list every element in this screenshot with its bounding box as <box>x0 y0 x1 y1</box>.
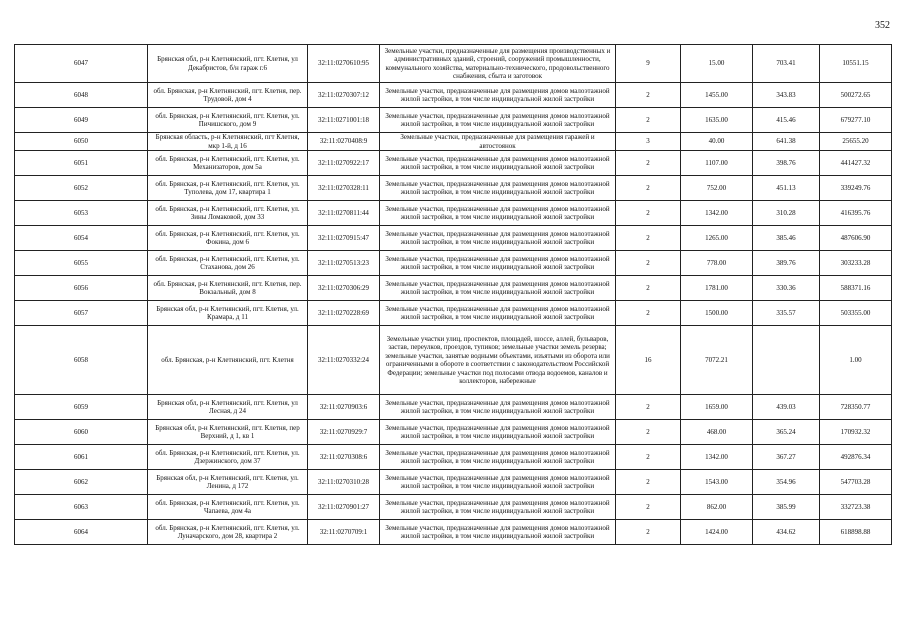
address-cell: Брянская обл, р-н Клетнянский, пгт. Клетня, ул Декабристов, б/н гараж г.6 <box>148 45 308 83</box>
rate-cell: 398.76 <box>753 151 820 176</box>
address-cell: Брянская обл, р-н Клетнянский, пгт. Клетня, ул Лесная, д 24 <box>148 395 308 420</box>
area-cell: 1424.00 <box>681 520 753 545</box>
table-row <box>15 326 892 395</box>
land-use-cell: Земельные участки, предназначенные для размещения домов малоэтажной жилой застройки, в том числе индивидуальной жилой застройки <box>380 83 616 108</box>
cadastral-number-cell: 32:11:0270228:69 <box>308 301 380 326</box>
group-cell: 9 <box>616 45 681 83</box>
row-number-cell: 6049 <box>15 108 148 133</box>
area-cell: 1659.00 <box>681 395 753 420</box>
address-cell: Брянская обл, р-н Клетнянский, пгт. Клетня, ул. Ленина, д 172 <box>148 470 308 495</box>
row-number-cell: 6062 <box>15 470 148 495</box>
row-number-cell: 6054 <box>15 226 148 251</box>
group-cell: 2 <box>616 251 681 276</box>
area-cell: 468.00 <box>681 420 753 445</box>
table-row <box>15 251 892 276</box>
row-number-cell: 6060 <box>15 420 148 445</box>
area-cell: 1342.00 <box>681 201 753 226</box>
rate-cell: 641.38 <box>753 133 820 151</box>
rate-cell: 415.46 <box>753 108 820 133</box>
cadastral-number-cell: 32:11:0270513:23 <box>308 251 380 276</box>
group-cell: 2 <box>616 301 681 326</box>
group-cell: 16 <box>616 326 681 395</box>
row-number-cell: 6051 <box>15 151 148 176</box>
rate-cell <box>753 326 820 395</box>
land-use-cell: Земельные участки, предназначенные для размещения домов малоэтажной жилой застройки, в том числе индивидуальной жилой застройки <box>380 495 616 520</box>
group-cell: 2 <box>616 176 681 201</box>
land-use-cell: Земельные участки, предназначенные для размещения домов малоэтажной жилой застройки, в том числе индивидуальной жилой застройки <box>380 251 616 276</box>
area-cell: 15.00 <box>681 45 753 83</box>
cadastral-value-cell: 618898.88 <box>820 520 892 545</box>
table-row <box>15 151 892 176</box>
address-cell: обл. Брянская, р-н Клетнянский, пгт. Клетня, ул. Механизаторов, дом 5а <box>148 151 308 176</box>
row-number-cell: 6048 <box>15 83 148 108</box>
rate-cell: 385.99 <box>753 495 820 520</box>
group-cell: 2 <box>616 520 681 545</box>
group-cell: 2 <box>616 276 681 301</box>
group-cell: 3 <box>616 133 681 151</box>
land-use-cell: Земельные участки, предназначенные для размещения домов малоэтажной жилой застройки, в том числе индивидуальной жилой застройки <box>380 470 616 495</box>
cadastral-number-cell: 32:11:0271001:18 <box>308 108 380 133</box>
cadastral-number-cell: 32:11:0270308:6 <box>308 445 380 470</box>
table-row <box>15 176 892 201</box>
cadastral-number-cell: 32:11:0270610:95 <box>308 45 380 83</box>
row-number-cell: 6053 <box>15 201 148 226</box>
land-use-cell: Земельные участки, предназначенные для размещения домов малоэтажной жилой застройки, в том числе индивидуальной жилой застройки <box>380 108 616 133</box>
land-use-cell: Земельные участки, предназначенные для размещения гаражей и автостоянок <box>380 133 616 151</box>
cadastral-number-cell: 32:11:0270307:12 <box>308 83 380 108</box>
address-cell: Брянская обл, р-н Клетнянский, пгт. Клетня, ул. Крамара, д 11 <box>148 301 308 326</box>
cadastral-value-cell: 339249.76 <box>820 176 892 201</box>
row-number-cell: 6050 <box>15 133 148 151</box>
cadastral-number-cell: 32:11:0270811:44 <box>308 201 380 226</box>
address-cell: обл. Брянская, р-н Клетнянский, пгт. Клетня, ул. Стаханова, дом 26 <box>148 251 308 276</box>
table-row <box>15 301 892 326</box>
row-number-cell: 6063 <box>15 495 148 520</box>
rate-cell: 439.03 <box>753 395 820 420</box>
address-cell: обл. Брянская, р-н Клетнянский, пгт. Клетня, ул. Зины Ломаковой, дом 33 <box>148 201 308 226</box>
area-cell: 1455.00 <box>681 83 753 108</box>
rate-cell: 330.36 <box>753 276 820 301</box>
rate-cell: 703.41 <box>753 45 820 83</box>
address-cell: обл. Брянская, р-н Клетнянский, пгт. Клетня, пер. Вокзальный, дом 8 <box>148 276 308 301</box>
cadastral-value-cell: 170932.32 <box>820 420 892 445</box>
cadastral-value-cell: 547703.28 <box>820 470 892 495</box>
cadastral-number-cell: 32:11:0270915:47 <box>308 226 380 251</box>
table-row <box>15 201 892 226</box>
address-cell: обл. Брянская, р-н Клетнянский, пгт. Клетня, ул. Фокина, дом 6 <box>148 226 308 251</box>
group-cell: 2 <box>616 108 681 133</box>
row-number-cell: 6055 <box>15 251 148 276</box>
address-cell: обл. Брянская, р-н Клетнянский, пгт. Клетня, пер. Трудовой, дом 4 <box>148 83 308 108</box>
address-cell: обл. Брянская, р-н Клетнянский, пгт. Клетня, ул. Дзержинского, дом 37 <box>148 445 308 470</box>
cadastral-value-cell: 487606.90 <box>820 226 892 251</box>
rate-cell: 434.62 <box>753 520 820 545</box>
row-number-cell: 6052 <box>15 176 148 201</box>
land-use-cell: Земельные участки, предназначенные для размещения домов малоэтажной жилой застройки, в том числе индивидуальной жилой застройки <box>380 395 616 420</box>
address-cell: обл. Брянская, р-н Клетнянский, пгт. Клетня <box>148 326 308 395</box>
area-cell: 778.00 <box>681 251 753 276</box>
table-row <box>15 520 892 545</box>
area-cell: 7072.21 <box>681 326 753 395</box>
address-cell: Брянская обл, р-н Клетнянский, пгт. Клетня, пер Верхний, д 1, кв 1 <box>148 420 308 445</box>
cadastral-number-cell: 32:11:0270929:7 <box>308 420 380 445</box>
land-use-cell: Земельные участки, предназначенные для размещения домов малоэтажной жилой застройки, в том числе индивидуальной жилой застройки <box>380 276 616 301</box>
table-row <box>15 276 892 301</box>
address-cell: обл. Брянская, р-н Клетнянский, пгт. Клетня, ул. Туполева, дом 17, квартира 1 <box>148 176 308 201</box>
rate-cell: 385.46 <box>753 226 820 251</box>
rate-cell: 310.28 <box>753 201 820 226</box>
area-cell: 1543.00 <box>681 470 753 495</box>
rate-cell: 354.96 <box>753 470 820 495</box>
address-cell: Брянская область, р-н Клетнянский, пгт Клетня, мкр 1-й, д 16 <box>148 133 308 151</box>
group-cell: 2 <box>616 226 681 251</box>
table-row <box>15 470 892 495</box>
cadastral-number-cell: 32:11:0270709:1 <box>308 520 380 545</box>
group-cell: 2 <box>616 151 681 176</box>
area-cell: 1265.00 <box>681 226 753 251</box>
rate-cell: 365.24 <box>753 420 820 445</box>
table-body <box>15 45 892 545</box>
area-cell: 752.00 <box>681 176 753 201</box>
rate-cell: 367.27 <box>753 445 820 470</box>
group-cell: 2 <box>616 495 681 520</box>
row-number-cell: 6059 <box>15 395 148 420</box>
area-cell: 1500.00 <box>681 301 753 326</box>
address-cell: обл. Брянская, р-н Клетнянский, пгт. Клетня, ул. Чапаева, дом 4а <box>148 495 308 520</box>
cadastral-value-cell: 441427.32 <box>820 151 892 176</box>
area-cell: 1781.00 <box>681 276 753 301</box>
cadastral-number-cell: 32:11:0270903:6 <box>308 395 380 420</box>
row-number-cell: 6057 <box>15 301 148 326</box>
cadastral-value-cell: 416395.76 <box>820 201 892 226</box>
area-cell: 1342.00 <box>681 445 753 470</box>
cadastral-number-cell: 32:11:0270310:28 <box>308 470 380 495</box>
cadastral-value-cell: 679277.10 <box>820 108 892 133</box>
row-number-cell: 6058 <box>15 326 148 395</box>
cadastral-value-cell: 728350.77 <box>820 395 892 420</box>
rate-cell: 451.13 <box>753 176 820 201</box>
cadastral-value-cell: 503355.00 <box>820 301 892 326</box>
land-use-cell: Земельные участки, предназначенные для размещения домов малоэтажной жилой застройки, в том числе индивидуальной жилой застройки <box>380 420 616 445</box>
cadastral-value-cell: 303233.28 <box>820 251 892 276</box>
cadastral-value-table <box>14 44 892 545</box>
table-row <box>15 133 892 151</box>
cadastral-number-cell: 32:11:0270922:17 <box>308 151 380 176</box>
cadastral-value-cell: 588371.16 <box>820 276 892 301</box>
row-number-cell: 6061 <box>15 445 148 470</box>
table-row <box>15 420 892 445</box>
area-cell: 40.00 <box>681 133 753 151</box>
table-row <box>15 495 892 520</box>
land-use-cell: Земельные участки, предназначенные для размещения домов малоэтажной жилой застройки, в том числе индивидуальной жилой застройки <box>380 301 616 326</box>
table-row <box>15 395 892 420</box>
area-cell: 862.00 <box>681 495 753 520</box>
cadastral-value-cell: 332723.38 <box>820 495 892 520</box>
group-cell: 2 <box>616 445 681 470</box>
address-cell: обл. Брянская, р-н Клетнянский, пгт. Клетня, ул. Пичишского, дом 9 <box>148 108 308 133</box>
rate-cell: 335.57 <box>753 301 820 326</box>
group-cell: 2 <box>616 395 681 420</box>
rate-cell: 389.76 <box>753 251 820 276</box>
land-use-cell: Земельные участки улиц, проспектов, площадей, шоссе, аллей, бульваров, застав, переулков, проездов, тупиков; земельные участки земель резерва; земельные участки, занятые водными объектами, изъятыми из оборота или ограниченными в обороте в соответствии с законодательством Российской Федерации; земельные участки под полосами отвода водоемов, каналов и коллекторов, набережные <box>380 326 616 395</box>
cadastral-value-cell: 492876.34 <box>820 445 892 470</box>
address-cell: обл. Брянская, р-н Клетнянский, пгт. Клетня, ул. Луначарского, дом 28, квартира 2 <box>148 520 308 545</box>
cadastral-value-cell: 10551.15 <box>820 45 892 83</box>
group-cell: 2 <box>616 83 681 108</box>
table-row <box>15 83 892 108</box>
table-row <box>15 108 892 133</box>
cadastral-value-cell: 25655.20 <box>820 133 892 151</box>
row-number-cell: 6064 <box>15 520 148 545</box>
cadastral-value-cell: 1.00 <box>820 326 892 395</box>
land-use-cell: Земельные участки, предназначенные для размещения производственных и административных зданий, строений, сооружений промышленности, коммунального хозяйства, материально-технического, продовольственного снабжения, сбыта и заготовок <box>380 45 616 83</box>
table-row <box>15 226 892 251</box>
row-number-cell: 6056 <box>15 276 148 301</box>
area-cell: 1635.00 <box>681 108 753 133</box>
cadastral-value-cell: 500272.65 <box>820 83 892 108</box>
cadastral-number-cell: 32:11:0270901:27 <box>308 495 380 520</box>
cadastral-number-cell: 32:11:0270306:29 <box>308 276 380 301</box>
group-cell: 2 <box>616 420 681 445</box>
land-use-cell: Земельные участки, предназначенные для размещения домов малоэтажной жилой застройки, в том числе индивидуальной жилой застройки <box>380 520 616 545</box>
land-use-cell: Земельные участки, предназначенные для размещения домов малоэтажной жилой застройки, в том числе индивидуальной жилой застройки <box>380 445 616 470</box>
cadastral-number-cell: 32:11:0270408:9 <box>308 133 380 151</box>
page-number: 352 <box>875 20 890 31</box>
land-use-cell: Земельные участки, предназначенные для размещения домов малоэтажной жилой застройки, в том числе индивидуальной жилой застройки <box>380 151 616 176</box>
cadastral-number-cell: 32:11:0270328:11 <box>308 176 380 201</box>
row-number-cell: 6047 <box>15 45 148 83</box>
cadastral-number-cell: 32:11:0270332:24 <box>308 326 380 395</box>
table-row <box>15 445 892 470</box>
land-use-cell: Земельные участки, предназначенные для размещения домов малоэтажной жилой застройки, в том числе индивидуальной жилой застройки <box>380 176 616 201</box>
rate-cell: 343.83 <box>753 83 820 108</box>
table-row <box>15 45 892 83</box>
group-cell: 2 <box>616 201 681 226</box>
area-cell: 1107.00 <box>681 151 753 176</box>
group-cell: 2 <box>616 470 681 495</box>
land-use-cell: Земельные участки, предназначенные для размещения домов малоэтажной жилой застройки, в том числе индивидуальной жилой застройки <box>380 226 616 251</box>
land-use-cell: Земельные участки, предназначенные для размещения домов малоэтажной жилой застройки, в том числе индивидуальной жилой застройки <box>380 201 616 226</box>
